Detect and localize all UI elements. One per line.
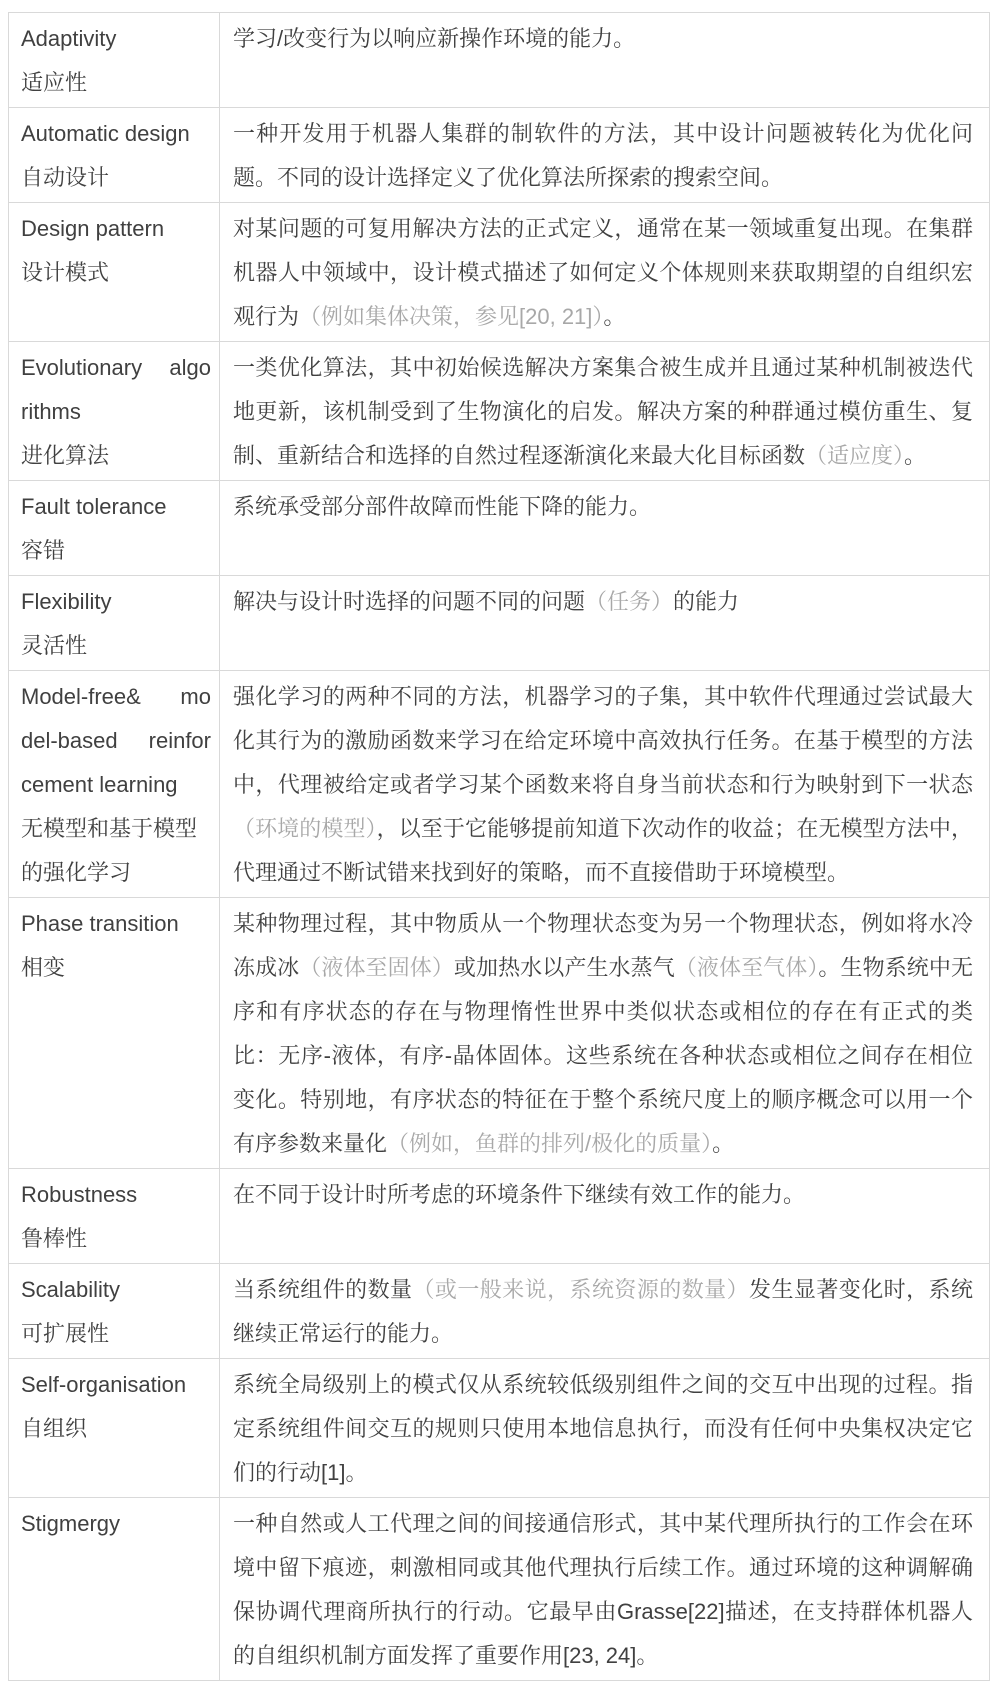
definition-cell xyxy=(219,1498,989,1680)
definition-text xyxy=(233,207,973,339)
definition-text xyxy=(233,1173,973,1217)
term-line: Robustness xyxy=(21,1182,138,1207)
term-line: 设计模式 xyxy=(21,260,110,285)
definition-segment: 学习/改变行为以响应新操作环境的能力。 xyxy=(233,26,636,51)
term-line: Self-organisation xyxy=(21,1372,187,1397)
definition-note: （例如集体决策，参见[20, 21]） xyxy=(299,304,604,329)
definition-cell xyxy=(219,1169,989,1263)
table-row xyxy=(9,341,989,480)
definition-segment: 在不同于设计时所考虑的环境条件下继续有效工作的能力。 xyxy=(233,1182,806,1207)
definition-segment: 当系统组件的数量 xyxy=(233,1277,413,1302)
term-cell xyxy=(9,342,219,480)
definition-text xyxy=(233,1363,973,1495)
definition-segment: 解决与设计时选择的问题不同的问题 xyxy=(233,589,586,614)
term-cell xyxy=(9,1359,219,1497)
definition-cell xyxy=(219,13,989,107)
definition-segment: 一种自然或人工代理之间的间接通信形式，其中某代理所执行的工作会在环境中留下痕迹，刺激相同或其他代理执行后续工作。通过环境的这种调解确保协调代理商所执行的行动。它最早由Grasse[22]描述，在支持群体机器人的自组织机制方面发挥了重要作用[23, 24]。 xyxy=(233,1511,973,1668)
term-line: 灵活性 xyxy=(21,633,88,658)
definition-text xyxy=(233,17,973,61)
term-cell xyxy=(9,203,219,341)
term-line: Evolutionary algo xyxy=(21,355,211,380)
term-line: Phase transition xyxy=(21,911,179,936)
term-line: 适应性 xyxy=(21,70,88,95)
definition-text xyxy=(233,112,973,200)
definition-segment: 。 xyxy=(904,443,927,468)
term-line: Adaptivity xyxy=(21,26,117,51)
table-row xyxy=(9,107,989,202)
table-row xyxy=(9,670,989,897)
table-row xyxy=(9,202,989,341)
table-row xyxy=(9,1263,989,1358)
glossary-table xyxy=(8,12,990,1681)
definition-segment: 或加热水以产生水蒸气 xyxy=(453,955,675,980)
term-cell xyxy=(9,671,219,897)
definition-text xyxy=(233,675,973,895)
definition-text xyxy=(233,902,973,1166)
definition-cell xyxy=(219,203,989,341)
definition-segment: 。 xyxy=(712,1131,735,1156)
term-line: 可扩展性 xyxy=(21,1321,110,1346)
definition-note: （液体至气体） xyxy=(674,955,819,980)
table-row xyxy=(9,575,989,670)
definition-cell xyxy=(219,576,989,670)
term-line: 相变 xyxy=(21,955,66,980)
definition-segment: 。 xyxy=(603,304,626,329)
definition-text xyxy=(233,1502,973,1678)
term-cell xyxy=(9,108,219,202)
term-line: del-based reinfor xyxy=(21,728,211,753)
definition-segment: 一种开发用于机器人集群的制软件的方法，其中设计问题被转化为优化问题。不同的设计选择定义了优化算法所探索的搜索空间。 xyxy=(233,121,973,190)
term-cell xyxy=(9,481,219,575)
term-cell xyxy=(9,1169,219,1263)
definition-cell xyxy=(219,671,989,897)
definition-cell xyxy=(219,1264,989,1358)
definition-segment: 。生物系统中无序和有序状态的存在与物理惰性世界中类似状态或相位的存在有正式的类比：无序-液体，有序-晶体固体。这些系统在各种状态或相位之间存在相位变化。特别地，有序状态的特征在于整个系统尺度上的顺序概念可以用一个有序参数来量化 xyxy=(233,955,973,1156)
table-row xyxy=(9,480,989,575)
term-line: 无模型和基于模型 xyxy=(21,816,198,841)
definition-segment: 对某问题的可复用解决方法的正式定义，通常在某一领域重复出现。在集群机器人中领域中，设计模式描述了如何定义个体规则来获取期望的自组织宏观行为 xyxy=(233,216,973,329)
definition-text xyxy=(233,346,973,478)
definition-text xyxy=(233,580,973,624)
term-line: Model-free& mo xyxy=(21,684,211,709)
term-line: Fault tolerance xyxy=(21,494,167,519)
table-row xyxy=(9,1358,989,1497)
term-line: Scalability xyxy=(21,1277,121,1302)
definition-note: （任务） xyxy=(585,589,674,614)
term-line: Flexibility xyxy=(21,589,112,614)
definition-segment: 的能力 xyxy=(673,589,740,614)
definition-note: （或一般来说，系统资源的数量） xyxy=(412,1277,750,1302)
term-line: 容错 xyxy=(21,538,66,563)
definition-text xyxy=(233,485,973,529)
term-line: rithms xyxy=(21,399,81,424)
definition-cell xyxy=(219,898,989,1168)
definition-note: （液体至固体） xyxy=(299,955,454,980)
definition-segment: ，以至于它能够提前知道下次动作的收益；在无模型方法中，代理通过不断试错来找到好的策略，而不直接借助于环境模型。 xyxy=(233,816,973,885)
term-line: 鲁棒性 xyxy=(21,1226,88,1251)
term-cell xyxy=(9,1498,219,1680)
term-line: Design pattern xyxy=(21,216,165,241)
definition-cell xyxy=(219,481,989,575)
term-line: 自动设计 xyxy=(21,165,110,190)
term-cell xyxy=(9,576,219,670)
term-cell xyxy=(9,13,219,107)
definition-segment: 某种物理过程，其中物质从一个物理状态变为另一个物理状态，例如将水冷冻成冰 xyxy=(233,911,973,980)
term-line: Stigmergy xyxy=(21,1511,121,1536)
definition-cell xyxy=(219,1359,989,1497)
definition-note: （环境的模型） xyxy=(233,816,377,841)
definition-note: （适应度） xyxy=(805,443,905,468)
table-row xyxy=(9,897,989,1168)
table-row xyxy=(9,13,989,107)
term-line: Automatic design xyxy=(21,121,190,146)
term-line: cement learning xyxy=(21,772,178,797)
definition-segment: 系统承受部分部件故障而性能下降的能力。 xyxy=(233,494,652,519)
definition-note: （例如，鱼群的排列/极化的质量） xyxy=(387,1131,713,1156)
term-line: 的强化学习 xyxy=(21,860,132,885)
definition-cell xyxy=(219,342,989,480)
definition-segment: 系统全局级别上的模式仅从系统较低级别组件之间的交互中出现的过程。指定系统组件间交互的规则只使用本地信息执行，而没有任何中央集权决定它们的行动[1]。 xyxy=(233,1372,973,1485)
term-line: 自组织 xyxy=(21,1416,88,1441)
definition-segment: 发生显著变化时，系统继续正常运行的能力。 xyxy=(233,1277,973,1346)
table-row xyxy=(9,1497,989,1680)
definition-segment: 一类优化算法，其中初始候选解决方案集合被生成并且通过某种机制被迭代地更新，该机制受到了生物演化的启发。解决方案的种群通过模仿重生、复制、重新结合和选择的自然过程逐渐演化来最大化目标函数 xyxy=(233,355,973,468)
term-cell xyxy=(9,1264,219,1358)
definition-cell xyxy=(219,108,989,202)
term-cell xyxy=(9,898,219,1168)
table-row xyxy=(9,1168,989,1263)
term-line: 进化算法 xyxy=(21,443,110,468)
definition-text xyxy=(233,1268,973,1356)
definition-segment: 强化学习的两种不同的方法，机器学习的子集，其中软件代理通过尝试最大化其行为的激励函数来学习在给定环境中高效执行任务。在基于模型的方法中，代理被给定或者学习某个函数来将自身当前状态和行为映射到下一状态 xyxy=(233,684,973,797)
